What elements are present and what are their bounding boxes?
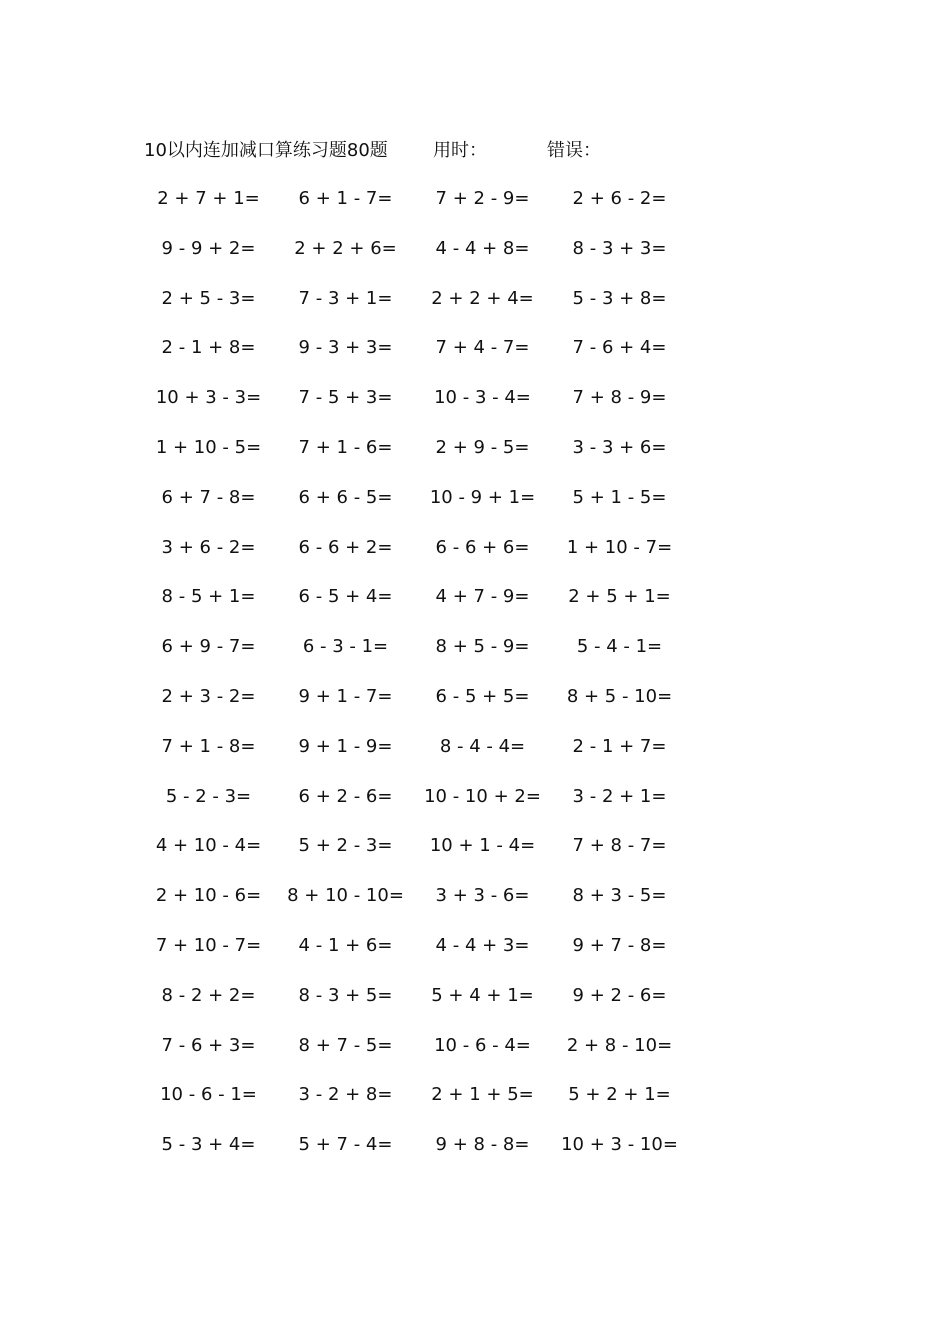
problem-item: 8 - 3 + 3= xyxy=(572,237,667,259)
problem-grid xyxy=(140,184,700,1180)
problem-item: 3 - 2 + 1= xyxy=(572,785,667,807)
problem-item: 2 - 1 + 7= xyxy=(572,735,667,757)
problem-item: 6 - 5 + 4= xyxy=(298,586,393,608)
problem-item: 8 + 7 - 5= xyxy=(298,1034,393,1056)
problem-item: 8 - 4 - 4= xyxy=(439,735,526,757)
problem-item: 7 - 6 + 3= xyxy=(161,1034,256,1056)
problem-item: 5 + 7 - 4= xyxy=(298,1134,393,1156)
problem-item: 5 - 3 + 8= xyxy=(572,287,667,309)
problem-item: 8 + 10 - 10= xyxy=(287,885,404,907)
problem-item: 7 + 8 - 9= xyxy=(572,387,667,409)
problem-item: 7 + 2 - 9= xyxy=(435,188,530,209)
problem-item: 1 + 10 - 7= xyxy=(566,536,673,558)
problem-item: 8 + 5 - 10= xyxy=(566,685,673,707)
problem-item: 10 - 10 + 2= xyxy=(424,785,541,807)
problem-item: 9 - 3 + 3= xyxy=(298,337,393,359)
problem-item: 3 + 3 - 6= xyxy=(435,885,530,907)
problem-item: 10 - 3 - 4= xyxy=(434,387,531,409)
problem-item: 4 - 4 + 3= xyxy=(435,934,530,956)
errors-label: 错误： xyxy=(547,140,601,161)
problem-item: 9 - 9 + 2= xyxy=(161,237,256,259)
problem-item: 2 + 3 - 2= xyxy=(161,685,256,707)
problem-item: 2 - 1 + 8= xyxy=(161,337,256,359)
problem-item: 2 + 2 + 4= xyxy=(431,287,534,309)
problem-item: 2 + 6 - 2= xyxy=(572,188,667,209)
problem-item: 8 - 5 + 1= xyxy=(161,586,256,608)
problem-item: 1 + 10 - 5= xyxy=(155,436,262,458)
problem-item: 6 + 1 - 7= xyxy=(298,188,393,209)
problem-item: 10 - 6 - 1= xyxy=(160,1084,257,1106)
problem-item: 2 + 5 + 1= xyxy=(568,586,671,608)
problem-item: 6 - 6 + 2= xyxy=(298,536,393,558)
problem-item: 8 - 3 + 5= xyxy=(298,984,393,1006)
problem-item: 9 + 7 - 8= xyxy=(572,934,667,956)
problem-item: 10 - 9 + 1= xyxy=(429,486,536,508)
problem-item: 3 - 2 + 8= xyxy=(298,1084,393,1106)
problem-item: 5 + 2 - 3= xyxy=(298,835,393,857)
problem-item: 9 + 1 - 7= xyxy=(298,685,393,707)
problem-item: 6 - 5 + 5= xyxy=(435,685,530,707)
problem-item: 8 + 5 - 9= xyxy=(435,636,530,658)
problem-item: 2 + 9 - 5= xyxy=(435,436,530,458)
problem-item: 2 + 7 + 1= xyxy=(157,188,260,209)
problem-item: 2 + 5 - 3= xyxy=(161,287,256,309)
problem-item: 5 - 3 + 4= xyxy=(161,1134,256,1156)
problem-item: 7 + 4 - 7= xyxy=(435,337,530,359)
problem-item: 5 + 2 + 1= xyxy=(568,1084,671,1106)
problem-item: 6 + 6 - 5= xyxy=(298,486,393,508)
problem-item: 7 + 8 - 7= xyxy=(572,835,667,857)
time-used-label: 用时： xyxy=(433,140,487,161)
problem-item: 2 + 1 + 5= xyxy=(431,1084,534,1106)
problem-item: 7 - 5 + 3= xyxy=(298,387,393,409)
problem-item: 4 - 4 + 8= xyxy=(435,237,530,259)
problem-item: 7 + 1 - 8= xyxy=(161,735,256,757)
problem-item: 2 + 10 - 6= xyxy=(155,885,262,907)
problem-item: 5 + 1 - 5= xyxy=(572,486,667,508)
worksheet-title: 10以内连加减口算练习题80题 xyxy=(144,140,388,161)
problem-item: 4 + 10 - 4= xyxy=(155,835,262,857)
problem-item: 8 - 2 + 2= xyxy=(161,984,256,1006)
problem-item: 9 + 8 - 8= xyxy=(435,1134,530,1156)
problem-item: 5 - 2 - 3= xyxy=(165,785,252,807)
problem-item: 7 + 1 - 6= xyxy=(298,436,393,458)
problem-item: 2 + 2 + 6= xyxy=(294,237,397,259)
problem-item: 10 + 1 - 4= xyxy=(429,835,536,857)
problem-item: 3 - 3 + 6= xyxy=(572,436,667,458)
problem-item: 6 - 6 + 6= xyxy=(435,536,530,558)
problem-item: 10 + 3 - 10= xyxy=(561,1134,678,1156)
problem-item: 5 + 4 + 1= xyxy=(431,984,534,1006)
problem-item: 4 - 1 + 6= xyxy=(298,934,393,956)
problem-item: 6 + 2 - 6= xyxy=(298,785,393,807)
problem-item: 4 + 7 - 9= xyxy=(435,586,530,608)
problem-item: 3 + 6 - 2= xyxy=(161,536,256,558)
problem-item: 10 - 6 - 4= xyxy=(434,1034,531,1056)
problem-item: 7 - 3 + 1= xyxy=(298,287,393,309)
problem-item: 8 + 3 - 5= xyxy=(572,885,667,907)
problem-item: 9 + 1 - 9= xyxy=(298,735,393,757)
problem-item: 5 - 4 - 1= xyxy=(576,636,663,658)
problem-item: 7 - 6 + 4= xyxy=(572,337,667,359)
problem-item: 6 + 7 - 8= xyxy=(161,486,256,508)
problem-item: 7 + 10 - 7= xyxy=(155,934,262,956)
problem-item: 10 + 3 - 3= xyxy=(155,387,262,409)
problem-item: 6 - 3 - 1= xyxy=(302,636,389,658)
problem-item: 9 + 2 - 6= xyxy=(572,984,667,1006)
problem-item: 6 + 9 - 7= xyxy=(161,636,256,658)
problem-item: 2 + 8 - 10= xyxy=(566,1034,673,1056)
